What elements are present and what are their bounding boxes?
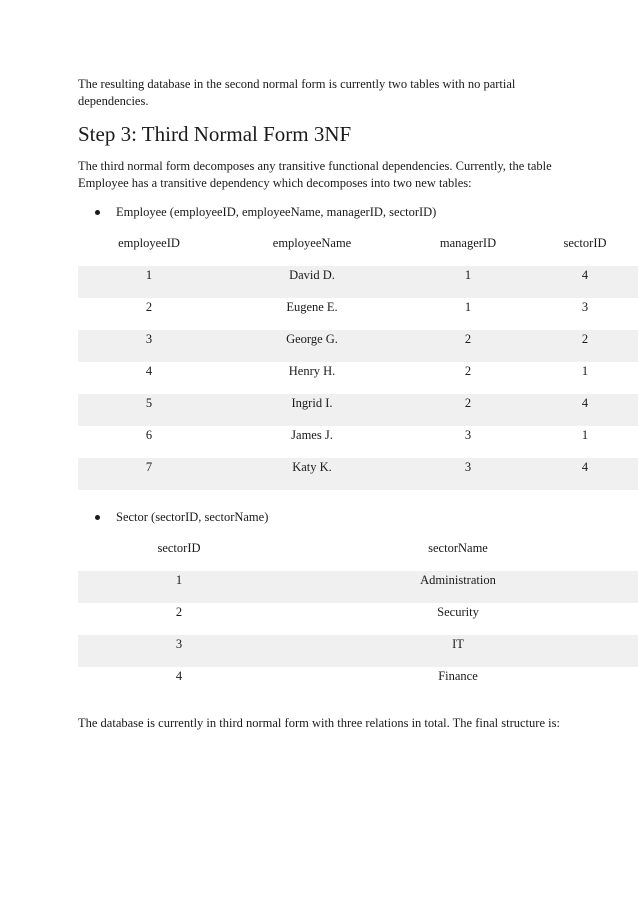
cell-sectorid: 2 bbox=[175, 605, 183, 619]
cell-sectorname: Administration bbox=[420, 573, 496, 587]
intro-paragraph: The resulting database in the second normal form is currently two tables with no partial dependencies. bbox=[78, 77, 516, 108]
closing-paragraph: The database is currently in third normal form with three relations in total. The final structure is: bbox=[78, 716, 560, 730]
cell-employeeid: 5 bbox=[145, 396, 153, 410]
table-row bbox=[78, 394, 638, 426]
cell-managerid: 2 bbox=[464, 332, 472, 346]
cell-managerid: 2 bbox=[464, 396, 472, 410]
cell-sectorname: Finance bbox=[438, 669, 478, 683]
cell-sectorid: 2 bbox=[581, 332, 589, 346]
cell-managerid: 1 bbox=[464, 300, 472, 314]
step-paragraph: The third normal form decomposes any transitive functional dependencies. Currently, the table Employee has a transitive dependency which decomposes into two new tables: bbox=[78, 159, 552, 190]
cell-employeename: George G. bbox=[286, 332, 338, 346]
table-row bbox=[78, 266, 638, 298]
bullet-icon bbox=[95, 210, 100, 215]
bullet-icon bbox=[95, 515, 100, 520]
header-employeeid: employeeID bbox=[118, 236, 180, 250]
cell-managerid: 2 bbox=[464, 364, 472, 378]
sector-table-header bbox=[78, 539, 638, 571]
sector-bullet-text: Sector (sectorID, sectorName) bbox=[116, 510, 269, 524]
cell-sectorid: 4 bbox=[581, 268, 589, 282]
cell-sectorid: 1 bbox=[581, 364, 589, 378]
cell-employeeid: 6 bbox=[145, 428, 153, 442]
cell-sectorid: 1 bbox=[175, 573, 183, 587]
cell-sectorid: 3 bbox=[175, 637, 183, 651]
table-row bbox=[78, 426, 638, 458]
table-row bbox=[78, 667, 638, 699]
cell-sectorid: 4 bbox=[175, 669, 183, 683]
cell-employeename: Ingrid I. bbox=[291, 396, 333, 410]
cell-managerid: 1 bbox=[464, 268, 472, 282]
table-row bbox=[78, 603, 638, 635]
cell-sectorid: 1 bbox=[581, 428, 589, 442]
employee-table-header bbox=[78, 234, 638, 266]
cell-employeeid: 4 bbox=[145, 364, 153, 378]
header-sectorname: sectorName bbox=[428, 541, 488, 555]
cell-sectorid: 4 bbox=[581, 396, 589, 410]
table-row bbox=[78, 635, 638, 667]
cell-sectorid: 4 bbox=[581, 460, 589, 474]
table-row bbox=[78, 458, 638, 490]
table-row bbox=[78, 362, 638, 394]
cell-employeeid: 2 bbox=[145, 300, 153, 314]
cell-sectorname: Security bbox=[437, 605, 479, 619]
cell-employeeid: 3 bbox=[145, 332, 153, 346]
cell-sectorid: 3 bbox=[581, 300, 589, 314]
cell-employeename: Katy K. bbox=[292, 460, 332, 474]
header-employeename: employeeName bbox=[272, 236, 352, 250]
header-sectorid: sectorID bbox=[157, 541, 201, 555]
cell-employeename: David D. bbox=[289, 268, 335, 282]
cell-employeeid: 1 bbox=[145, 268, 153, 282]
cell-sectorname: IT bbox=[452, 637, 464, 651]
table-row bbox=[78, 330, 638, 362]
cell-managerid: 3 bbox=[464, 460, 472, 474]
cell-managerid: 3 bbox=[464, 428, 472, 442]
step-heading: Step 3: Third Normal Form 3NF bbox=[78, 122, 352, 146]
header-sectorid: sectorID bbox=[563, 236, 607, 250]
table-row bbox=[78, 571, 638, 603]
table-row bbox=[78, 298, 638, 330]
cell-employeename: James J. bbox=[291, 428, 333, 442]
employee-bullet-text: Employee (employeeID, employeeName, managerID, sectorID) bbox=[116, 205, 437, 219]
cell-employeename: Eugene E. bbox=[286, 300, 338, 314]
cell-employeename: Henry H. bbox=[288, 364, 336, 378]
header-managerid: managerID bbox=[439, 236, 497, 250]
cell-employeeid: 7 bbox=[145, 460, 153, 474]
